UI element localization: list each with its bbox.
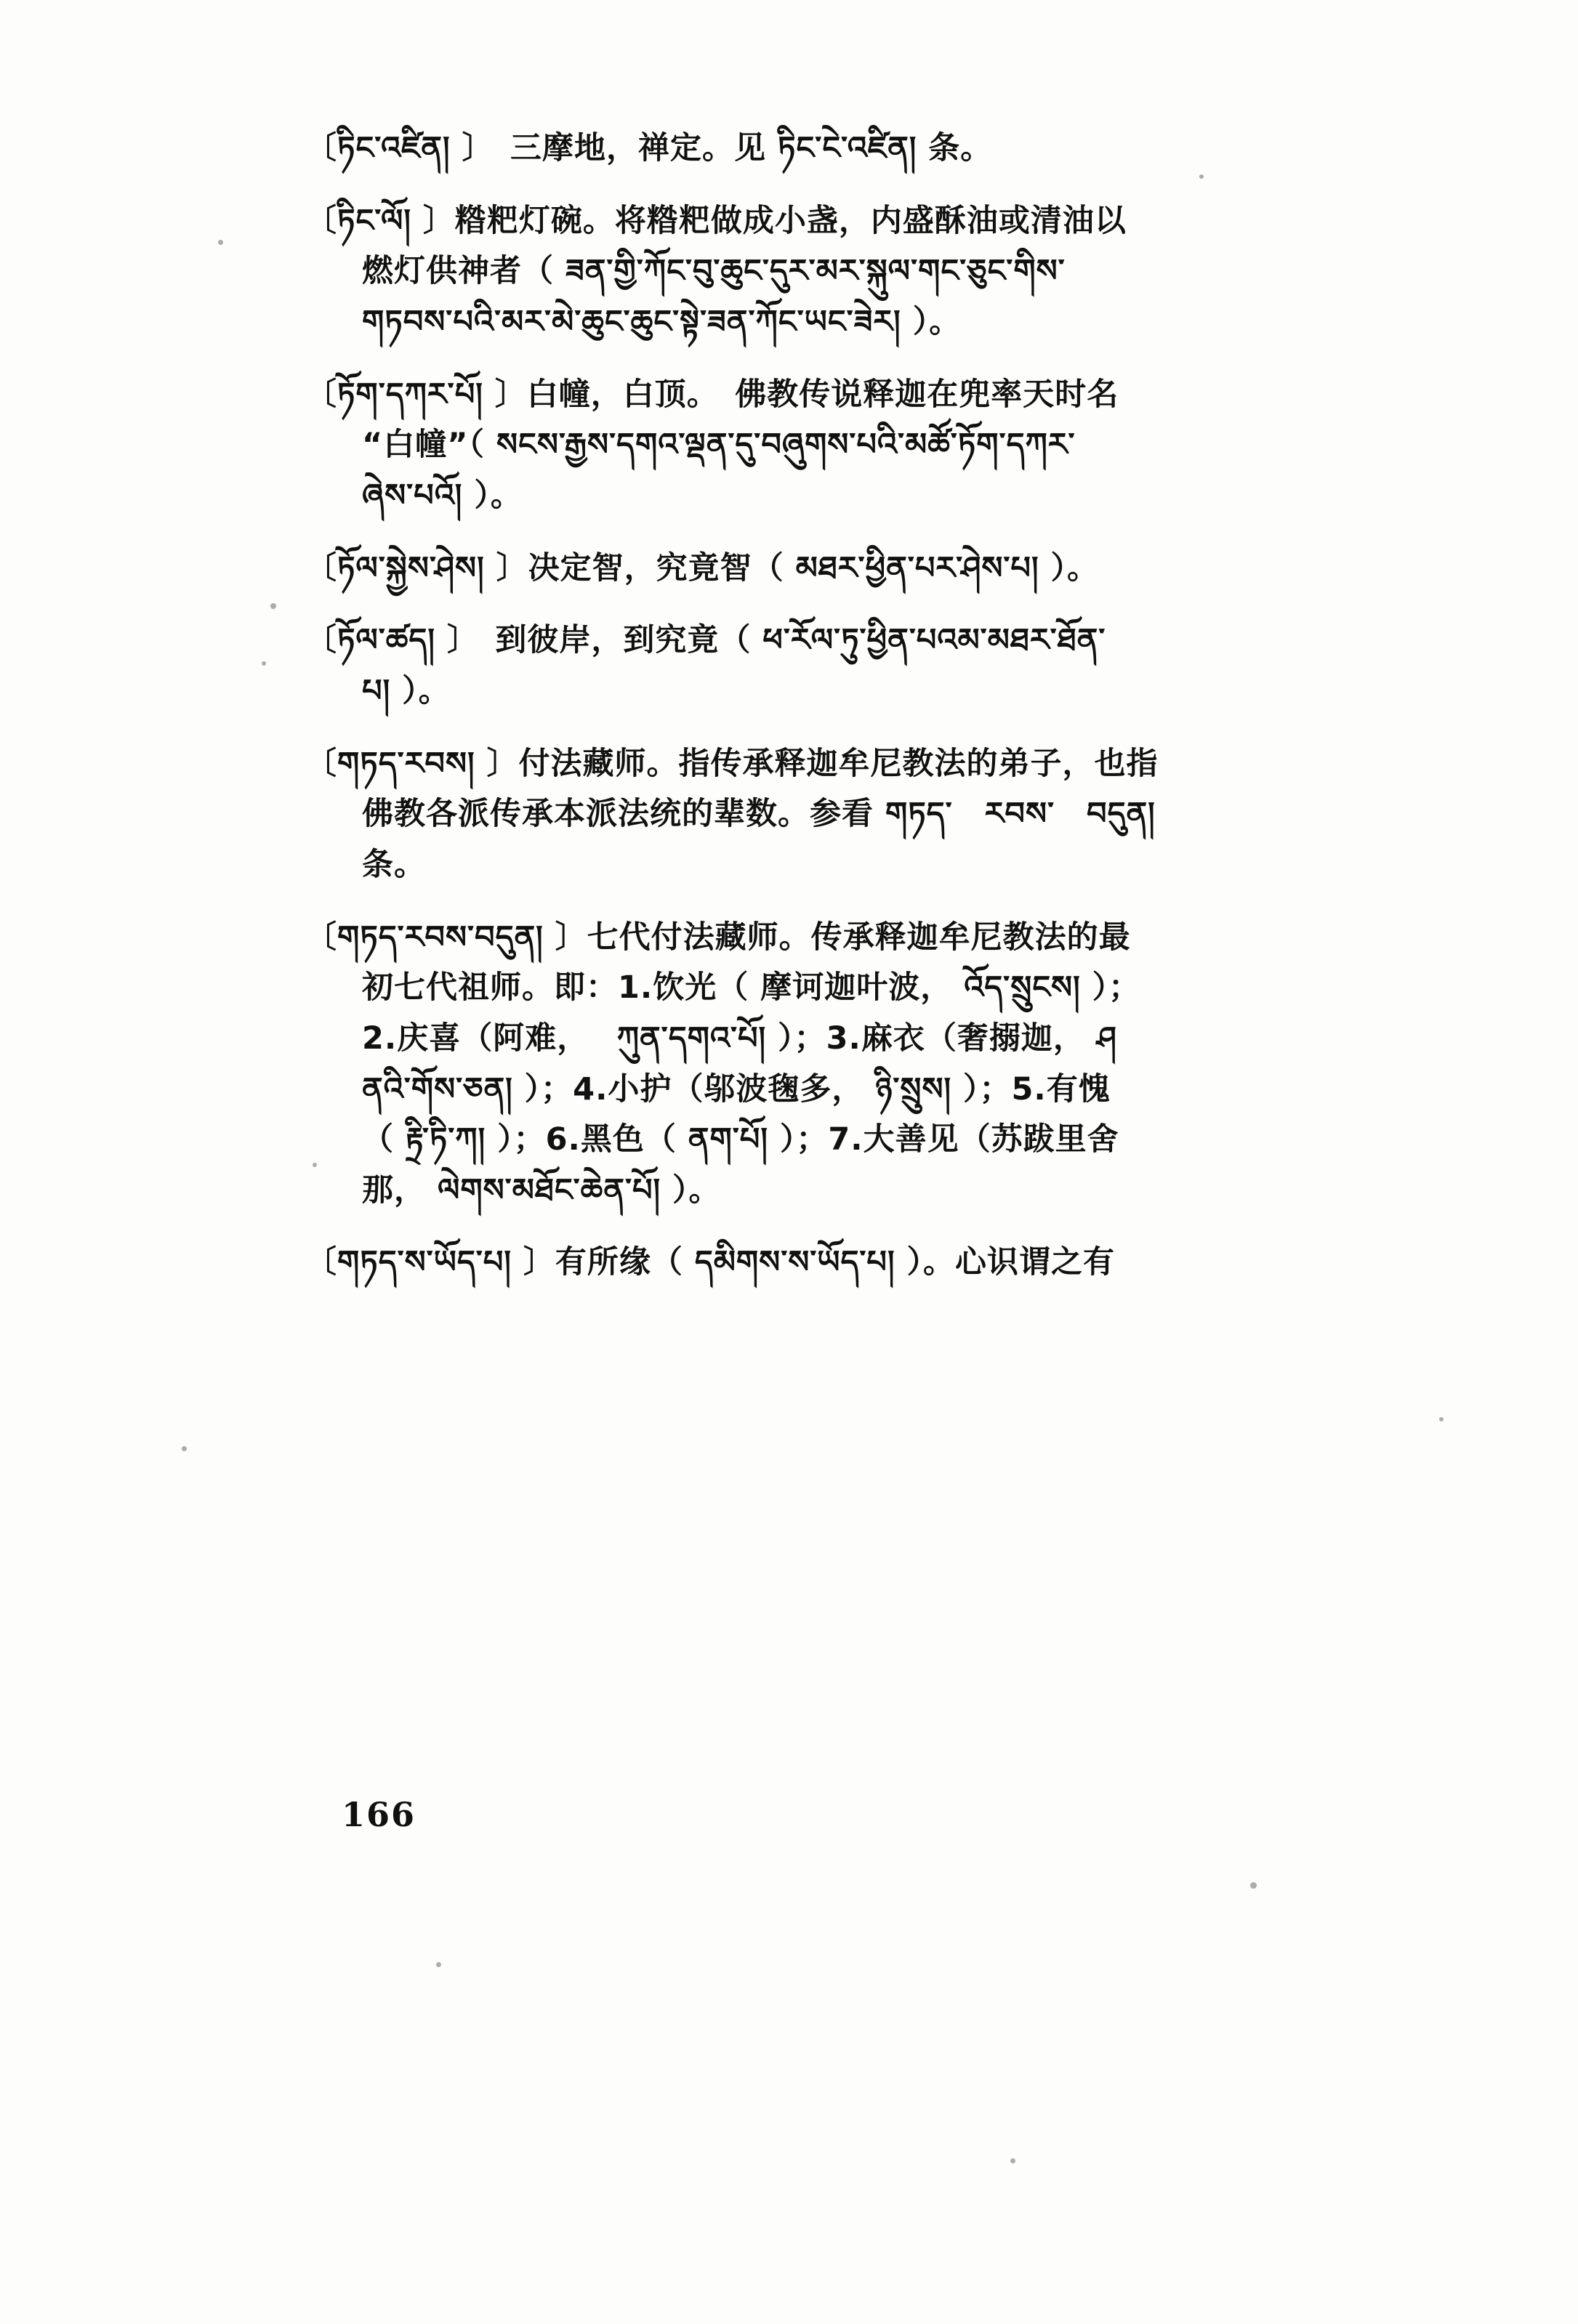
- entry-line: 〔གཏད་རབས་བདུན། 〕七代付法藏师。传承释迦牟尼教法的最: [305, 919, 1131, 956]
- entry-line: 〔གཏད་ས་ཡོད་པ། 〕有所缘（ དམིགས་ས་ཡོད་པ། ）。心识谓之有: [305, 1244, 1115, 1281]
- entry-line: （ རྟྲི་ཏི་ཀ། ）；6.黑色（ ནག་པོ། ）；7.大善见（苏跋里舍: [362, 1121, 1119, 1158]
- entry-line: 条。: [362, 846, 426, 883]
- dictionary-entry: [305, 196, 1439, 348]
- entry-line: 佛教各派传承本派法统的辈数。参看 གཏད་ རབས་ བདུན།: [362, 796, 1156, 833]
- dictionary-entry: [305, 616, 1439, 717]
- page-number: 166: [342, 1795, 416, 1834]
- entry-line: 2.庆喜（阿难， ཀུན་དགའ་པོ། ）；3.麻衣（奢搦迦， ཤ: [362, 1020, 1117, 1057]
- entry-line: 那， ལེགས་མཐོང་ཆེན་པོ། ）。: [362, 1171, 721, 1209]
- entry-line: 〔ཏོག་དཀར་པོ། 〕白幢，白顶。 佛教传说释迦在兜率天时名: [305, 376, 1119, 413]
- entry-line: གཏབས་པའི་མར་མེ་ཆུང་ཆུང་སྟེ་ཟན་ཀོང་ཡང་ཟེར། ）。: [362, 303, 962, 340]
- entry-line: 〔ཏིང་ལོ། 〕糌粑灯碗。将糌粑做成小盏，内盛酥油或清油以: [305, 202, 1127, 239]
- entry-line: “白幢”（ སངས་རྒྱས་དགའ་ལྡན་དུ་བཞུགས་པའི་མཚོ་ཏོག་དཀར་: [362, 427, 1076, 464]
- dictionary-entry: [305, 1238, 1439, 1288]
- entry-line: པ། ）。: [362, 672, 451, 709]
- entry-line: 燃灯供神者（ ཟན་གྱི་ཀོང་བུ་ཆུང་དུར་མར་སྐུལ་གང་ཅུང་གིས་: [362, 253, 1066, 290]
- page-body: [305, 124, 1439, 1310]
- entry-line: ཞེས་པའོ། ）。: [362, 477, 523, 514]
- entry-line: 〔ཏོལ་སྐྱེས་ཤེས། 〕决定智，究竟智（ མཐར་ཕྱིན་པར་ཤེས་པ། ）。: [305, 549, 1100, 586]
- dictionary-entry: [305, 370, 1439, 522]
- entry-line: 初七代祖师。即：1.饮光（ 摩诃迦叶波， འོད་སྲུངས། ）；: [362, 969, 1141, 1006]
- entry-line: ནའི་གོས་ཅན། ）；4.小护（邬波毱多， ཉི་སྲུས། ）；5.有愧: [362, 1070, 1111, 1107]
- entry-line: 〔གཏད་རབས། 〕付法藏师。指传承释迦牟尼教法的弟子，也指: [305, 745, 1159, 782]
- entry-line: 〔ཏོལ་ཚད། 〕 到彼岸，到究竟（ ཕ་རོལ་ཏུ་ཕྱིན་པའམ་མཐར་ཐོན་: [305, 622, 1106, 659]
- dictionary-entry: [305, 739, 1439, 891]
- dictionary-entry: [305, 544, 1439, 594]
- dictionary-entry: [305, 913, 1439, 1217]
- entry-line: 〔ཏིང་འཛིན། 〕 三摩地，禅定。见 ཏིང་ངེ་འཛིན། 条。: [305, 130, 993, 166]
- dictionary-entry: [305, 124, 1439, 174]
